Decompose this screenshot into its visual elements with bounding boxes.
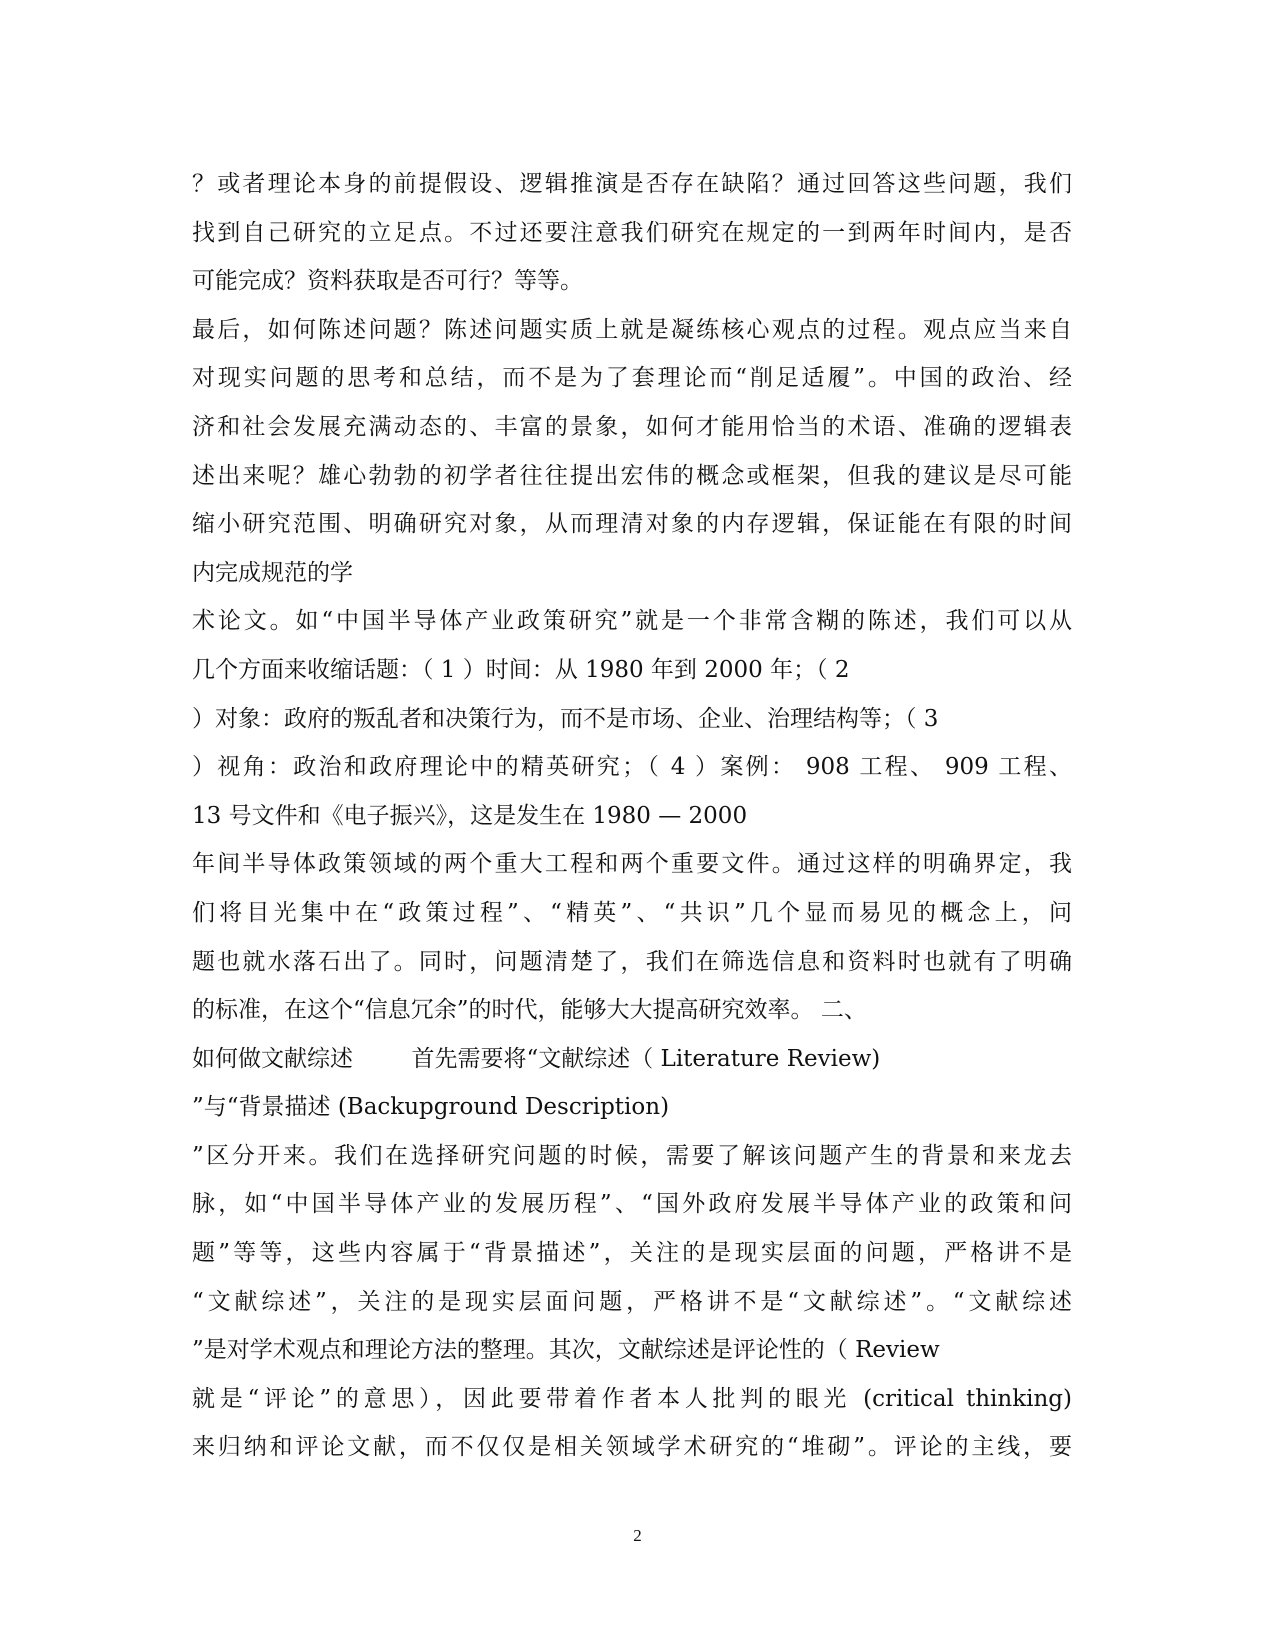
text-line: ）视角：政治和政府理论中的精英研究；（ 4 ）案例： 908 工程、 909 工程、 bbox=[192, 754, 1072, 781]
page-number: 2 bbox=[633, 1526, 642, 1545]
text-line: ”区分开来。我们在选择研究问题的时候，需要了解该问题产生的背景和来龙去 bbox=[192, 1142, 1072, 1169]
text-line: 13 号文件和《电子振兴》，这是发生在 1980 — 2000 bbox=[192, 802, 748, 829]
text-line: 题也就水落石出了。同时，问题清楚了，我们在筛选信息和资料时也就有了明确 bbox=[192, 948, 1072, 975]
text-line: 几个方面来收缩话题：（ 1 ）时间：从 1980 年到 2000 年；（ 2 bbox=[192, 656, 850, 683]
text-line: 脉，如“中国半导体产业的发展历程”、“国外政府发展半导体产业的政策和问 bbox=[192, 1191, 1072, 1218]
text-line: 最后，如何陈述问题？陈述问题实质上就是凝练核心观点的过程。观点应当来自 bbox=[192, 316, 1072, 343]
text-line: ？或者理论本身的前提假设、逻辑推演是否存在缺陷？通过回答这些问题，我们 bbox=[192, 171, 1072, 197]
text-line: 济和社会发展充满动态的、丰富的景象，如何才能用恰当的术语、准确的逻辑表 bbox=[192, 413, 1072, 440]
text-line: 们将目光集中在“政策过程”、“精英”、“共识”几个显而易见的概念上，问 bbox=[192, 899, 1072, 926]
text-line: ）对象：政府的叛乱者和决策行为，而不是市场、企业、治理结构等；（ 3 bbox=[192, 705, 939, 732]
text-line: 来归纳和评论文献，而不仅仅是相关领域学术研究的“堆砌”。评论的主线，要 bbox=[192, 1434, 1072, 1461]
text-line: 的标准，在这个“信息冗余”的时代，能够大大提高研究效率。 二、 bbox=[192, 997, 867, 1024]
text-line: ”是对学术观点和理论方法的整理。其次，文献综述是评论性的（ Review bbox=[192, 1337, 940, 1364]
text-line: 找到自己研究的立足点。不过还要注意我们研究在规定的一到两年时间内，是否 bbox=[192, 219, 1072, 246]
text-line: 缩小研究范围、明确研究对象，从而理清对象的内存逻辑，保证能在有限的时间 bbox=[192, 511, 1072, 538]
text-line: ”与“背景描述 (Backupground Description) bbox=[192, 1094, 670, 1121]
text-line: 就是“评论”的意思），因此要带着作者本人批判的眼光 (critical thinking) bbox=[192, 1385, 1072, 1412]
text-line: 题”等等，这些内容属于“背景描述”，关注的是现实层面的问题，严格讲不是 bbox=[192, 1240, 1072, 1267]
text-line: 如何做文献综述 首先需要将“文献综述（ Literature Review) bbox=[192, 1045, 881, 1072]
text-line: “文献综述”，关注的是现实层面问题，严格讲不是“文献综述”。“文献综述 bbox=[192, 1288, 1072, 1315]
body-text bbox=[192, 160, 1072, 1472]
text-line: 内完成规范的学 bbox=[192, 559, 353, 586]
text-line: 术论文。如“中国半导体产业政策研究”就是一个非常含糊的陈述，我们可以从 bbox=[192, 608, 1072, 635]
text-line: 年间半导体政策领域的两个重大工程和两个重要文件。通过这样的明确界定，我 bbox=[192, 851, 1072, 878]
text-line: 可能完成？资料获取是否可行？等等。 bbox=[192, 268, 583, 295]
text-line: 对现实问题的思考和总结，而不是为了套理论而“削足适履”。中国的政治、经 bbox=[192, 365, 1072, 392]
text-line: 述出来呢？雄心勃勃的初学者往往提出宏伟的概念或框架，但我的建议是尽可能 bbox=[192, 462, 1072, 489]
